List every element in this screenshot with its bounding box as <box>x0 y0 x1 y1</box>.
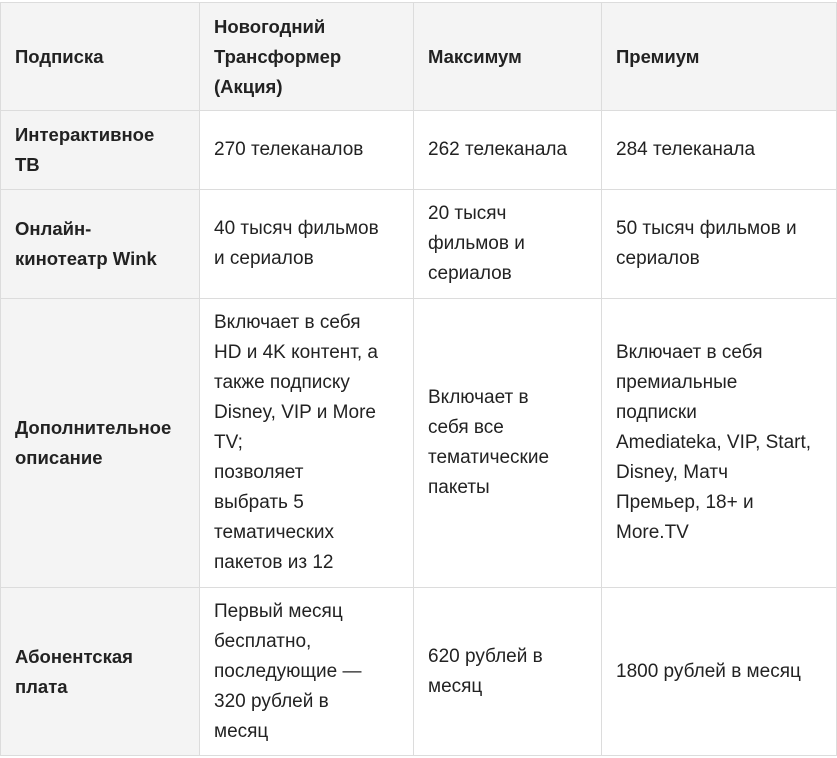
table-cell: Включает в себя премиальные подписки Amediateka, VIP, Start, Disney, Матч Премьер, 18+ и More.TV <box>602 299 837 588</box>
header-maximum: Максимум <box>414 3 602 111</box>
table-cell: Включает в себя HD и 4K контент, а также подписку Disney, VIP и More TV; позволяет выбрать 5 тематических пакетов из 12 <box>200 299 414 588</box>
table-cell: 270 телеканалов <box>200 111 414 190</box>
table-row-wink <box>1 190 837 299</box>
table-row-description <box>1 299 837 588</box>
table-cell: 262 телеканала <box>414 111 602 190</box>
row-label-subscription-fee: Абонентская плата <box>1 588 200 756</box>
table-cell: 1800 рублей в месяц <box>602 588 837 756</box>
row-label-wink: Онлайн- кинотеатр Wink <box>1 190 200 299</box>
table-cell: 284 телеканала <box>602 111 837 190</box>
row-label-interactive-tv: Интерактивное ТВ <box>1 111 200 190</box>
table-cell: 40 тысяч фильмов и сериалов <box>200 190 414 299</box>
table-row-subscription-fee <box>1 588 837 756</box>
row-label-description: Дополнительное описание <box>1 299 200 588</box>
header-premium: Премиум <box>602 3 837 111</box>
table-cell: Включает в себя все тематические пакеты <box>414 299 602 588</box>
header-subscription: Подписка <box>1 3 200 111</box>
subscription-comparison-table <box>0 2 837 756</box>
header-new-year-transformer: Новогодний Трансформер (Акция) <box>200 3 414 111</box>
table-row-interactive-tv <box>1 111 837 190</box>
table-cell: 20 тысяч фильмов и сериалов <box>414 190 602 299</box>
table-cell: 50 тысяч фильмов и сериалов <box>602 190 837 299</box>
table-cell: Первый месяц бесплатно, последующие — 320 рублей в месяц <box>200 588 414 756</box>
table-cell: 620 рублей в месяц <box>414 588 602 756</box>
table-header-row <box>1 3 837 111</box>
